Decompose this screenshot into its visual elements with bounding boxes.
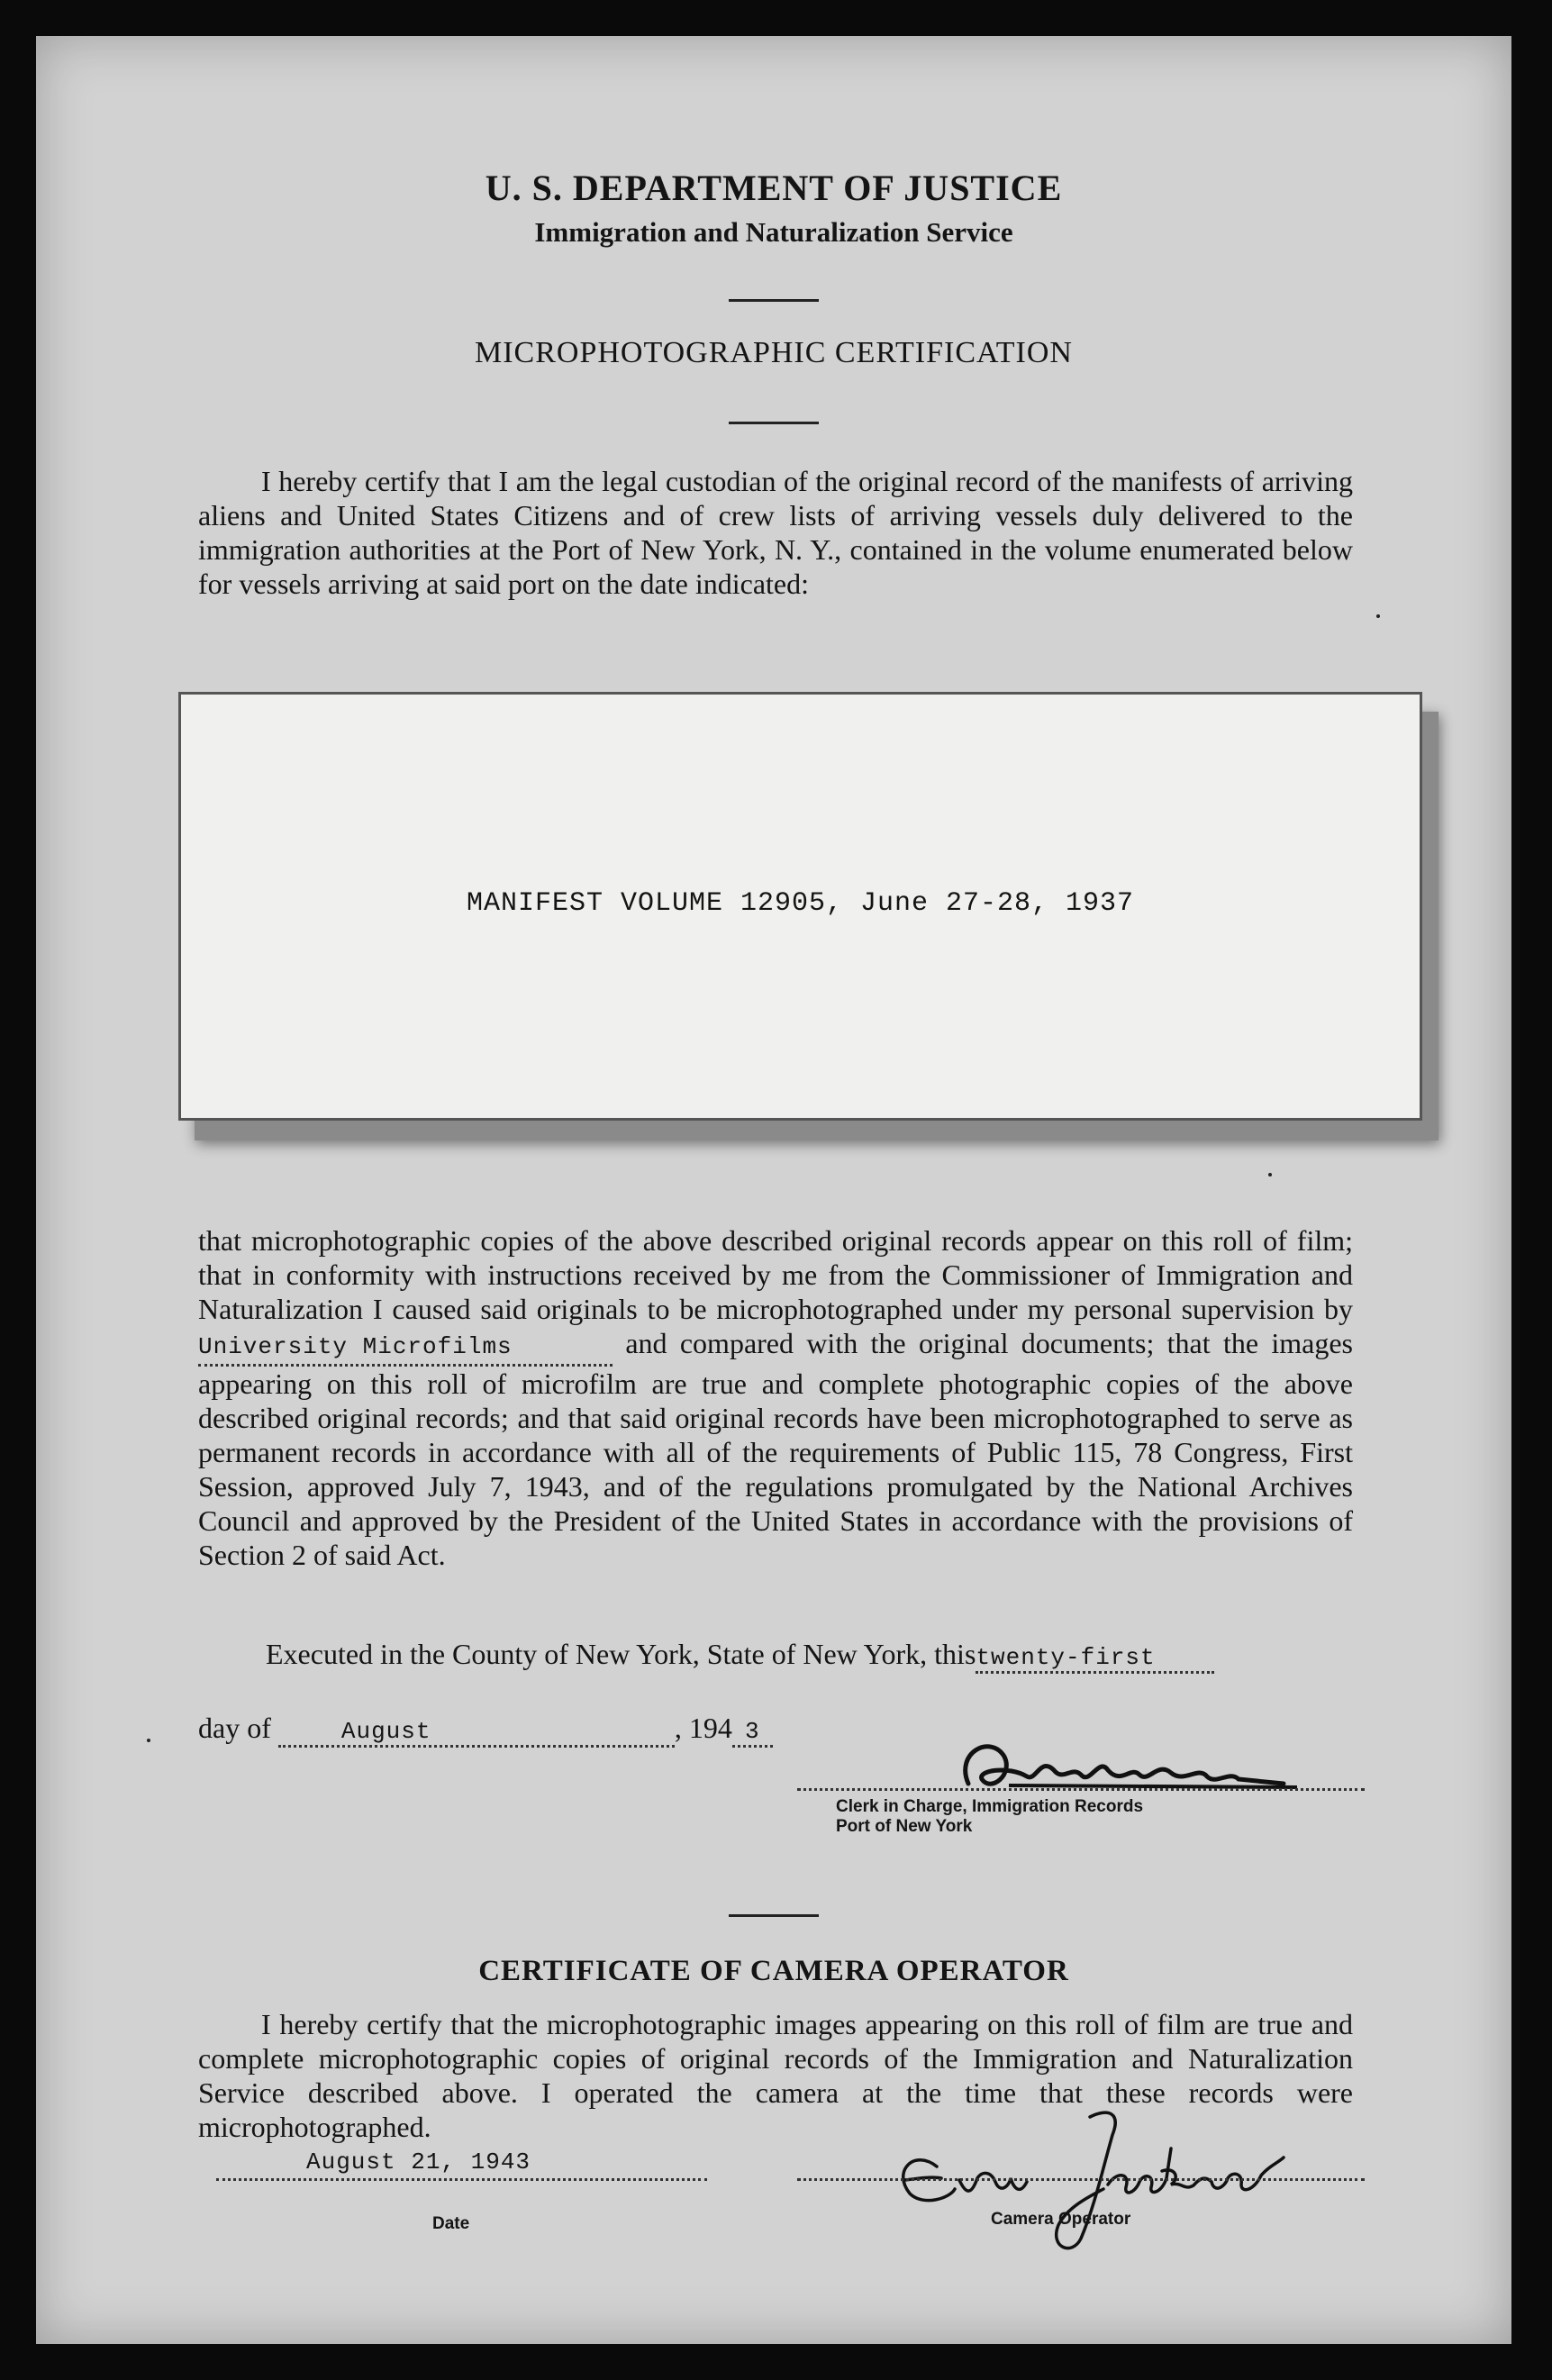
- photographer-field: [198, 1326, 613, 1367]
- manifest-volume-label: MANIFEST VOLUME 12905, June 27-28, 1937: [466, 888, 1135, 919]
- certification-body: [198, 1223, 1353, 1572]
- speck: [1268, 1173, 1272, 1176]
- month-value: August: [340, 1718, 431, 1745]
- clerk-title-line1: Clerk in Charge, Immigration Records: [836, 1797, 1144, 1816]
- clerk-title: [836, 1797, 1143, 1837]
- year-field: [732, 1712, 773, 1748]
- photographer-value: University Microfilms: [198, 1333, 513, 1360]
- camera-operator-title: CERTIFICATE OF CAMERA OPERATOR: [478, 1955, 1069, 1987]
- divider: [729, 1914, 819, 1917]
- clerk-title-line2: Port of New York: [836, 1817, 973, 1836]
- certification-title: MICROPHOTOGRAPHIC CERTIFICATION: [474, 336, 1073, 369]
- clerk-signature-line: [797, 1788, 1365, 1791]
- date-label: Date: [432, 2214, 470, 2233]
- camera-operator-label: Camera Operator: [991, 2210, 1131, 2229]
- camera-operator-signature: [865, 2081, 1297, 2261]
- camera-operator-paragraph: I hereby certify that the microphotographic images appearing on this roll of film are true and complete microphotographic copies of original records of the Immigration and Naturalization Service described above. I operated the camera at the time that these records were microphotographed.: [198, 2008, 1353, 2143]
- date-line: [216, 2178, 707, 2181]
- date-value: August 21, 1943: [306, 2148, 531, 2176]
- speck: [147, 1739, 150, 1742]
- execution-prefix: Executed in the County of New York, State of New York, this: [266, 1638, 976, 1670]
- divider: [729, 299, 819, 302]
- camera-operator-signature-line: [797, 2178, 1365, 2181]
- execution-day-field: [976, 1638, 1214, 1674]
- custodian-paragraph: I hereby certify that I am the legal custodian of the original record of the manifests of arriving aliens and United States Citizens and of crew lists of arriving vessels duly delivered to the immigration authorities at the Port of New York, N. Y., contained in the volume enumerated below for vessels arriving at said port on the date indicated:: [198, 465, 1353, 600]
- speck: [1376, 614, 1380, 618]
- year-value: 3: [745, 1718, 760, 1745]
- agency-heading: U. S. DEPARTMENT OF JUSTICE: [485, 168, 1063, 208]
- year-prefix: , 194: [674, 1712, 732, 1744]
- certificate-page: [36, 36, 1511, 2344]
- month-field: [278, 1712, 675, 1748]
- day-of-line: [198, 1712, 773, 1748]
- service-subheading: Immigration and Naturalization Service: [534, 216, 1013, 248]
- divider: [729, 422, 819, 424]
- body-text-part2: and compared with the original documents; that the images appearing on this roll of microfilm are true and complete photographic copies of the above described original records; and that said original records have been microphotographed to serve as permanent records in accordance with all of the requirements of Public 115, 78 Congress, First Session, approved July 7, 1943, and of the regulations promulgated by the National Archives Council and approved by the President of the United States in accordance with the provisions of Section 2 of said Act.: [198, 1327, 1354, 1571]
- body-text-part1: that microphotographic copies of the above described original records appear on this roll of film; that in conformity with instructions received by me from the Commissioner of Immigration and Naturalization I caused said originals to be microphotographed under my personal supervision by: [198, 1224, 1353, 1325]
- day-of-label: day of: [198, 1712, 271, 1744]
- execution-day-value: twenty-first: [976, 1644, 1156, 1671]
- manifest-slip: [178, 692, 1422, 1121]
- execution-line: [266, 1638, 1214, 1674]
- clerk-signature: [928, 1730, 1342, 1802]
